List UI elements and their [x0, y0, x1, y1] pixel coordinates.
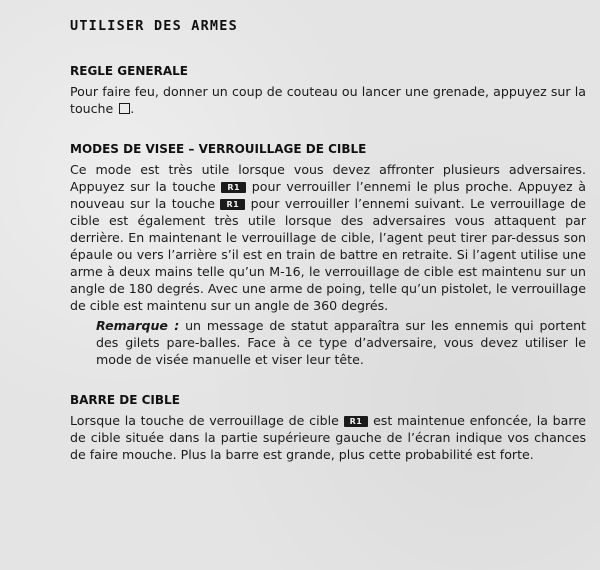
section-modes-de-visee	[70, 142, 586, 368]
note-label: Remarque :	[96, 318, 180, 333]
text-segment: est maintenue enfoncée, la barre de cible située dans la partie supérieure gauche de l’écran indique vos chances de faire mouche. Plus la barre est grande, plus cette probabilité est forte.	[70, 413, 586, 462]
paragraph-barre-de-cible	[70, 412, 586, 463]
paragraph-regle-generale	[70, 83, 586, 117]
square-button-icon	[119, 103, 130, 114]
text-segment: Lorsque la touche de verrouillage de cible	[70, 413, 344, 428]
text-segment: .	[130, 101, 135, 116]
text-segment: Ce mode est très utile lorsque vous devez affronter plusieurs adversaires. Appuyez sur la touche	[70, 162, 586, 194]
page-title: UTILISER DES ARMES	[70, 18, 238, 34]
text-segment: pour verrouiller l’ennemi le plus proche. Appuyez à nouveau sur la touche	[70, 179, 586, 211]
section-heading-modes-de-visee: MODES DE VISEE – VERROUILLAGE DE CIBLE	[70, 142, 367, 156]
r1-button-icon: R1	[220, 199, 245, 210]
text-segment: pour verrouiller l’ennemi suivant. Le verrouillage de cible est également très utile lorsque des adversaires vous attaquent par derrière. En maintenant le verrouillage de cible, l’agent peut tirer par-dessus son épaule ou vers l’arrière s’il est en train de battre en retraite. Si l’agent utilise une arme à deux mains telle qu’un M-16, le verrouillage de cible est maintenu sur un angle de 180 degrés. Avec une arme de poing, telle qu’un pistolet, le verrouillage de cible est maintenu sur un angle de 360 degrés.	[70, 196, 586, 313]
section-regle-generale	[70, 64, 586, 117]
note-text: un message de statut apparaîtra sur les ennemis qui portent des gilets pare-balles. Face à ce type d’adversaire, vous devez utiliser le mode de visée manuelle et viser leur tête.	[96, 318, 586, 367]
section-barre-de-cible	[70, 393, 586, 463]
r1-button-icon: R1	[344, 416, 369, 427]
section-heading-regle-generale: REGLE GENERALE	[70, 64, 188, 78]
r1-button-icon: R1	[221, 182, 246, 193]
section-heading-barre-de-cible: BARRE DE CIBLE	[70, 393, 180, 407]
text-segment: Pour faire feu, donner un coup de couteau ou lancer une grenade, appuyez sur la touche	[70, 84, 586, 116]
note-remarque	[96, 317, 586, 368]
paragraph-modes-de-visee	[70, 161, 586, 314]
